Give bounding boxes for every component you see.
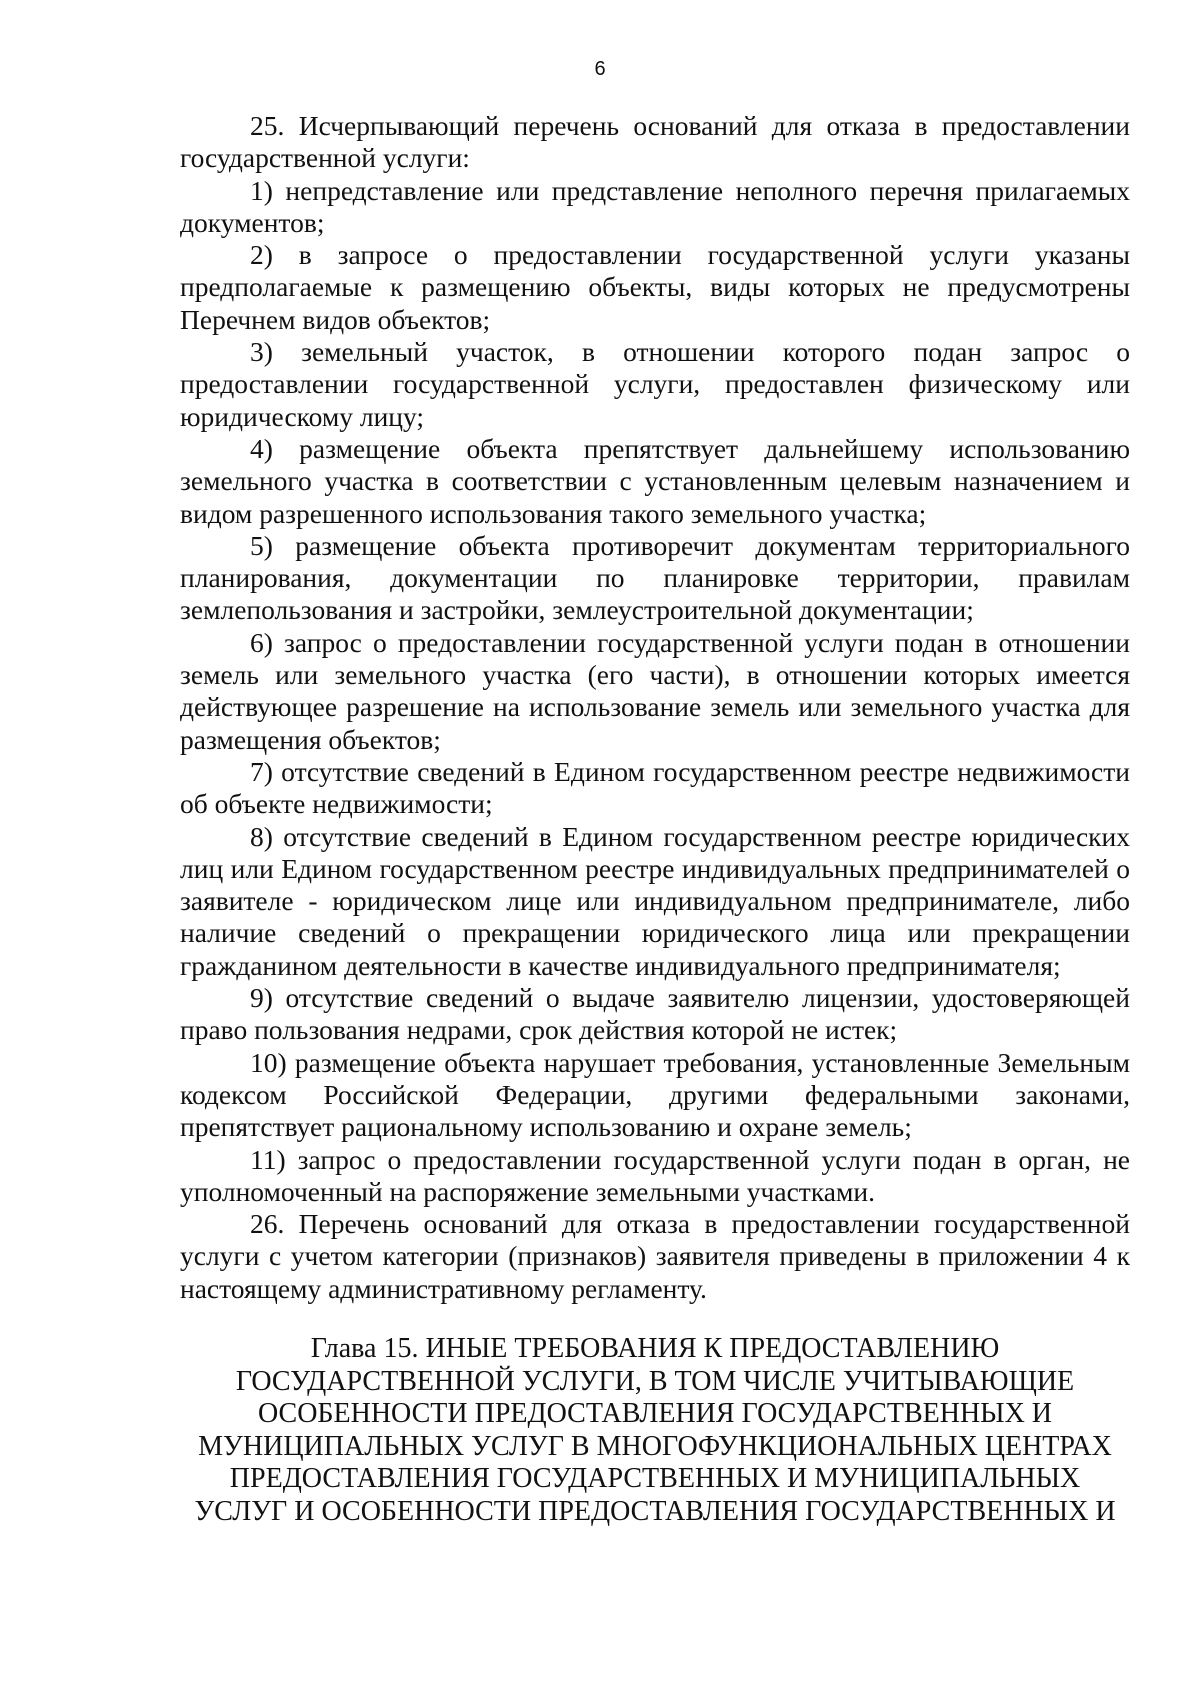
paragraph-25: 25. Исчерпывающий перечень оснований для отказа в предоставлении государственной услуги: — [180, 110, 1130, 174]
list-item-8: 8) отсутствие сведений в Едином государственном реестре юридических лиц или Едином государственном реестре индивидуальных предпринимателей о заявителе - юридическом лице или индивидуальном предпринимателе, либо наличие сведений о прекращении юридического лица или прекращении гражданином деятельности в качестве индивидуального предпринимателя; — [180, 820, 1130, 981]
list-item-11: 11) запрос о предоставлении государственной услуги подан в орган, не уполномоченный на распоряжение земельными участками. — [180, 1143, 1130, 1207]
list-item-10: 10) размещение объекта нарушает требования, установленные Земельным кодексом Российской Федерации, другими федеральными законами, препятствует рациональному использованию и охране земель; — [180, 1046, 1130, 1143]
list-item-3: 3) земельный участок, в отношении которого подан запрос о предоставлении государственной услуги, предоставлен физическому или юридическому лицу; — [180, 336, 1130, 432]
list-item-6: 6) запрос о предоставлении государственной услуги подан в отношении земель или земельного участка (его части), в отношении которых имеется действующее разрешение на использование земель или земельного участка для размещения объектов; — [180, 626, 1130, 755]
list-item-4: 4) размещение объекта препятствует дальнейшему использованию земельного участка в соответствии с установленным целевым назначением и видом разрешенного использования такого земельного участка; — [180, 432, 1130, 529]
list-item-1: 1) непредставление или представление неполного перечня прилагаемых документов; — [180, 174, 1130, 238]
list-item-2: 2) в запросе о предоставлении государственной услуги указаны предполагаемые к размещению объекты, виды которых не предусмотрены Перечнем видов объектов; — [180, 239, 1130, 335]
page-number: 6 — [594, 58, 606, 80]
document-body — [180, 110, 1130, 1305]
list-item-9: 9) отсутствие сведений о выдаче заявителю лицензии, удостоверяющей право пользования недрами, срок действия которой не истек; — [180, 982, 1130, 1046]
list-item-5: 5) размещение объекта противоречит документам территориального планирования, документации по планировке территории, правилам землепользования и застройки, землеустроительной документации; — [180, 529, 1130, 626]
paragraph-26: 26. Перечень оснований для отказа в предоставлении государственной услуги с учетом категории (признаков) заявителя приведены в приложении 4 к настоящему административному регламенту. — [180, 1208, 1130, 1304]
chapter-heading: Глава 15. ИНЫЕ ТРЕБОВАНИЯ К ПРЕДОСТАВЛЕНИЮ ГОСУДАРСТВЕННОЙ УСЛУГИ, В ТОМ ЧИСЛЕ УЧИТЫВАЮЩИЕ ОСОБЕННОСТИ ПРЕДОСТАВЛЕНИЯ ГОСУДАРСТВЕННЫХ И МУНИЦИПАЛЬНЫХ УСЛУГ В МНОГОФУНКЦИОНАЛЬНЫХ ЦЕНТРАХ ПРЕДОСТАВЛЕНИЯ ГОСУДАРСТВЕННЫХ И МУНИЦИПАЛЬНЫХ УСЛУГ И ОСОБЕННОСТИ ПРЕДОСТАВЛЕНИЯ ГОСУДАРСТВЕННЫХ И — [194, 1333, 1116, 1527]
list-item-7: 7) отсутствие сведений в Едином государственном реестре недвижимости об объекте недвижимости; — [180, 755, 1130, 820]
